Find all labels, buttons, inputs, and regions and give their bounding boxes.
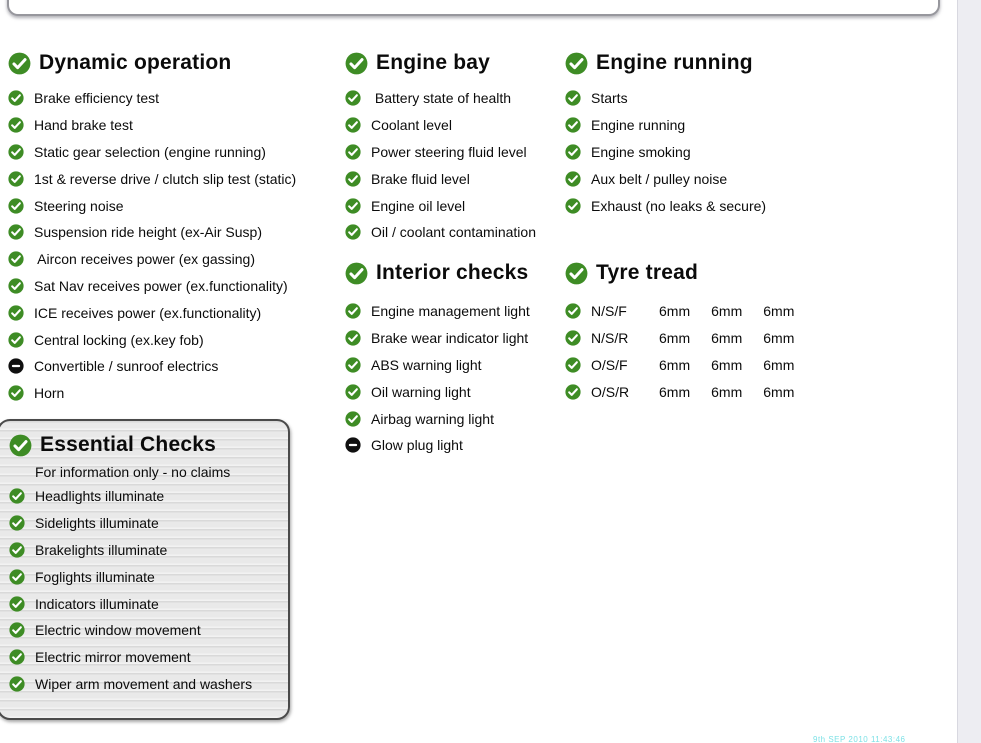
check-icon	[9, 622, 25, 638]
item-label: Exhaust (no leaks & secure)	[591, 197, 767, 214]
item-label: Steering noise	[34, 197, 124, 214]
top-panel-edge	[7, 0, 940, 16]
item-label: Electric window movement	[35, 622, 201, 639]
section-title: Tyre tread	[596, 261, 698, 284]
checklist-item	[345, 85, 565, 112]
checklist-item	[9, 483, 288, 510]
item-label: Sidelights illuminate	[35, 515, 159, 532]
checklist-item	[8, 380, 343, 407]
check-icon	[345, 330, 361, 346]
item-label: Foglights illuminate	[35, 568, 155, 585]
check-icon	[8, 332, 24, 348]
item-label: Sat Nav receives power (ex.functionality)	[34, 277, 288, 294]
item-label: Engine running	[591, 117, 686, 134]
checklist-item	[8, 139, 343, 166]
checklist-item	[345, 405, 565, 432]
essential-checks-box	[0, 419, 290, 720]
dash-icon	[8, 358, 24, 374]
check-icon	[565, 171, 581, 187]
check-icon	[565, 357, 581, 373]
tread-depth-value: 6mm	[711, 356, 743, 373]
item-label: Suspension ride height (ex-Air Susp)	[34, 224, 263, 241]
checklist-item	[345, 192, 565, 219]
check-icon	[565, 144, 581, 160]
section-header	[9, 430, 288, 460]
check-icon	[8, 90, 24, 106]
check-icon	[565, 303, 581, 319]
check-icon	[565, 52, 588, 75]
item-label: Brake efficiency test	[34, 90, 160, 107]
essential-checks-note: For information only - no claims	[35, 463, 231, 480]
check-icon	[8, 171, 24, 187]
item-label: Power steering fluid level	[371, 143, 527, 160]
tread-depth-value: 6mm	[659, 356, 691, 373]
item-label: Convertible / sunroof electrics	[34, 358, 219, 375]
section-header	[8, 48, 343, 78]
checklist-item	[565, 192, 800, 219]
check-icon	[345, 144, 361, 160]
check-icon	[345, 198, 361, 214]
dash-icon	[345, 437, 361, 453]
section-header	[345, 258, 565, 288]
item-label: Horn	[34, 385, 65, 402]
item-label: ABS warning light	[371, 356, 482, 373]
checklist-item	[8, 273, 343, 300]
checklist-item	[345, 325, 565, 352]
check-icon	[8, 52, 31, 75]
item-label: Brake wear indicator light	[371, 330, 529, 347]
section-engine-bay	[345, 48, 565, 246]
checklist-item	[8, 353, 343, 380]
section-header	[565, 258, 800, 288]
checklist-item	[565, 165, 800, 192]
checklist-item	[8, 246, 343, 273]
check-icon	[8, 305, 24, 321]
check-icon	[345, 224, 361, 240]
checklist-item	[345, 298, 565, 325]
item-label: Engine management light	[371, 303, 530, 320]
check-icon	[9, 596, 25, 612]
check-icon	[8, 278, 24, 294]
item-label: Battery state of health	[371, 90, 512, 107]
timestamp-watermark: 9th SEP 2010 11:43:46	[813, 735, 906, 743]
item-label: Glow plug light	[371, 437, 463, 454]
section-engine-running	[565, 48, 800, 219]
item-label: O/S/R	[591, 383, 630, 400]
item-label: ICE receives power (ex.functionality)	[34, 304, 262, 321]
checklist-item	[565, 85, 800, 112]
check-icon	[9, 649, 25, 665]
section-header	[565, 48, 800, 78]
check-icon	[8, 198, 24, 214]
item-label: N/S/R	[591, 330, 629, 347]
item-label: Aux belt / pulley noise	[591, 170, 728, 187]
check-icon	[9, 569, 25, 585]
check-icon	[9, 542, 25, 558]
checklist-item	[345, 432, 565, 459]
section-title: Interior checks	[376, 261, 529, 284]
check-icon	[565, 262, 588, 285]
section-tyre-tread	[565, 258, 800, 405]
tread-depth-value: 6mm	[711, 383, 743, 400]
tread-depth-value: 6mm	[763, 356, 795, 373]
item-label: N/S/F	[591, 303, 627, 320]
item-label: Central locking (ex.key fob)	[34, 331, 204, 348]
check-icon	[9, 676, 25, 692]
checklist-item	[9, 671, 288, 698]
item-label: Oil warning light	[371, 383, 471, 400]
checklist-item	[8, 326, 343, 353]
checklist-item	[9, 510, 288, 537]
checklist-item	[9, 537, 288, 564]
section-title: Essential Checks	[40, 433, 216, 456]
checklist-item	[345, 112, 565, 139]
item-label: Hand brake test	[34, 117, 133, 134]
item-label: Oil / coolant contamination	[371, 224, 536, 241]
item-label: Brake fluid level	[371, 170, 470, 187]
checklist-item	[8, 299, 343, 326]
check-icon	[345, 384, 361, 400]
item-label: O/S/F	[591, 356, 628, 373]
tread-depth-value: 6mm	[711, 303, 743, 320]
item-label: Headlights illuminate	[35, 488, 165, 505]
checklist-item	[345, 165, 565, 192]
item-label: Static gear selection (engine running)	[34, 143, 266, 160]
check-icon	[345, 262, 368, 285]
check-icon	[345, 411, 361, 427]
check-icon	[565, 198, 581, 214]
section-header	[345, 48, 565, 78]
item-label: Airbag warning light	[371, 410, 494, 427]
checklist-item	[565, 139, 800, 166]
section-title: Dynamic operation	[39, 51, 232, 74]
check-icon	[345, 117, 361, 133]
check-icon	[565, 384, 581, 400]
check-icon	[345, 357, 361, 373]
check-icon	[8, 251, 24, 267]
check-icon	[345, 52, 368, 75]
checklist-item	[565, 325, 800, 352]
checklist-item	[565, 112, 800, 139]
item-label: Brakelights illuminate	[35, 541, 168, 558]
checklist-item	[345, 378, 565, 405]
item-label: Wiper arm movement and washers	[35, 675, 253, 692]
checklist-item	[9, 563, 288, 590]
checklist-item	[8, 85, 343, 112]
tread-depth-value: 6mm	[659, 383, 691, 400]
checklist-item	[8, 219, 343, 246]
checklist-item	[8, 165, 343, 192]
tread-depth-value: 6mm	[659, 330, 691, 347]
checklist-item	[8, 192, 343, 219]
check-icon	[565, 117, 581, 133]
checklist-item	[8, 112, 343, 139]
checklist-item	[565, 378, 800, 405]
tread-depth-value: 6mm	[763, 303, 795, 320]
checklist-item	[345, 219, 565, 246]
section-title: Engine running	[596, 51, 753, 74]
item-label: Coolant level	[371, 117, 452, 134]
item-label: Electric mirror movement	[35, 649, 191, 666]
checklist-item	[565, 352, 800, 379]
section-title: Engine bay	[376, 51, 491, 74]
check-icon	[9, 488, 25, 504]
check-icon	[8, 385, 24, 401]
item-label: Engine oil level	[371, 197, 466, 214]
check-icon	[8, 144, 24, 160]
tread-depth-value: 6mm	[659, 303, 691, 320]
check-icon	[8, 224, 24, 240]
checklist-item	[345, 352, 565, 379]
item-label: Aircon receives power (ex gassing)	[34, 251, 255, 268]
checklist-item	[9, 644, 288, 671]
check-icon	[345, 171, 361, 187]
checklist-item	[9, 617, 288, 644]
check-icon	[345, 90, 361, 106]
page-gutter	[957, 0, 981, 743]
item-label: 1st & reverse drive / clutch slip test (static)	[34, 170, 297, 187]
item-label: Starts	[591, 90, 628, 107]
checklist-item	[9, 590, 288, 617]
item-label: Indicators illuminate	[35, 595, 159, 612]
check-icon	[565, 90, 581, 106]
check-icon	[9, 515, 25, 531]
tread-depth-value: 6mm	[711, 330, 743, 347]
check-icon	[8, 117, 24, 133]
checklist-item	[565, 298, 800, 325]
section-interior-checks	[345, 258, 565, 459]
check-icon	[9, 434, 32, 457]
item-label: Engine smoking	[591, 143, 691, 160]
section-dynamic-operation	[8, 48, 343, 407]
tread-depth-value: 6mm	[763, 330, 795, 347]
checklist-item	[345, 139, 565, 166]
tread-depth-value: 6mm	[763, 383, 795, 400]
check-icon	[565, 330, 581, 346]
check-icon	[345, 303, 361, 319]
